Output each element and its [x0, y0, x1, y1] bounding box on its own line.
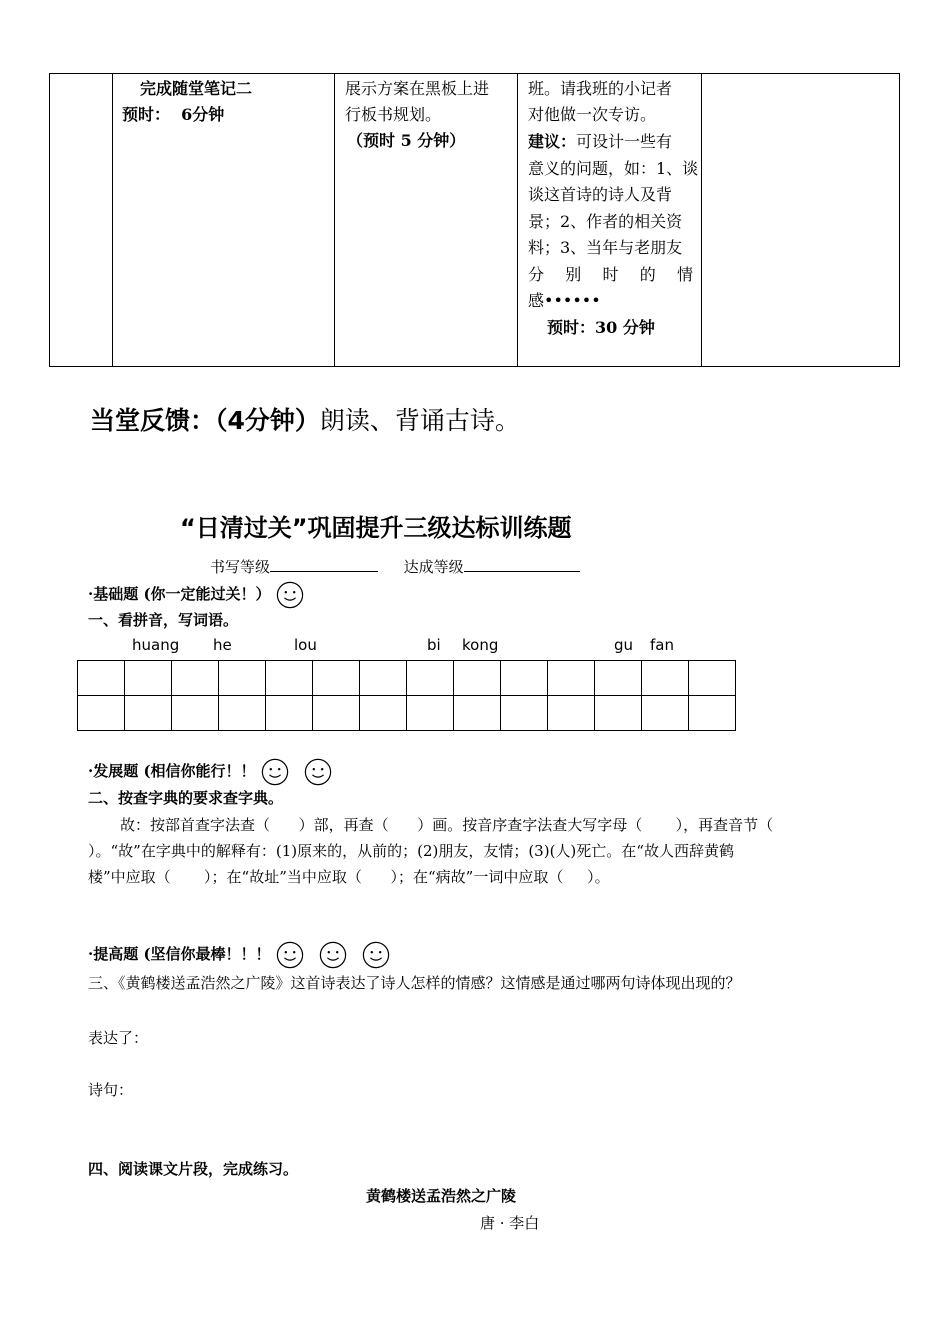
poem-lines-label: 诗句：: [88, 1081, 134, 1099]
grid-cell[interactable]: [360, 696, 407, 731]
table-cell-text: 感••••••: [528, 291, 601, 310]
grid-cell[interactable]: [501, 696, 548, 731]
advance-heading-text: ·提高题 (坚信你最棒！！！: [88, 945, 271, 963]
table-divider: [112, 74, 113, 366]
grid-cell[interactable]: [595, 661, 642, 696]
grid-cell[interactable]: [548, 661, 595, 696]
grid-cell[interactable]: [125, 696, 172, 731]
table-cell-text: 完成随堂笔记二: [140, 79, 253, 98]
grid-cell[interactable]: [219, 661, 266, 696]
exercise-title: “日清过关”巩固提升三级达标训练题: [180, 514, 572, 542]
grid-cell[interactable]: [219, 696, 266, 731]
grid-cell[interactable]: [642, 696, 689, 731]
poem-author: 唐 · 李白: [480, 1214, 540, 1232]
basic-heading-text: ·基础题 (你一定能过关！）: [88, 585, 271, 603]
grid-cell[interactable]: [454, 696, 501, 731]
question-3: 三、《黄鹤楼送孟浩然之广陵》这首诗表达了诗人怎样的情感？这情感是通过哪两句诗体现出现的？: [88, 974, 741, 992]
grid-cell[interactable]: [172, 696, 219, 731]
lesson-plan-table: [49, 73, 900, 367]
in-class-feedback: [90, 400, 520, 442]
table-cell-text: 谈这首诗的诗人及背: [528, 185, 673, 204]
table-cell-text: 意义的问题，如：1、谈: [528, 159, 699, 178]
develop-heading-text: ·发展题 (相信你能行！！: [88, 762, 256, 780]
grid-cell[interactable]: [501, 661, 548, 696]
pinyin-label: kong: [462, 636, 499, 654]
grid-cell[interactable]: [689, 696, 736, 731]
pinyin-label: huang: [132, 636, 180, 654]
achieve-grade-label: 达成等级: [403, 558, 464, 576]
question-1: 一、看拼音，写词语。: [88, 611, 239, 629]
table-divider: [334, 74, 335, 366]
grid-cell[interactable]: [172, 661, 219, 696]
table-cell-text: （预时 5 分钟）: [347, 131, 466, 150]
question-2: 二、按查字典的要求查字典。: [88, 789, 284, 807]
grid-cell[interactable]: [266, 661, 313, 696]
smiley-icon: [276, 581, 304, 609]
table-cell-text: 景；2、作者的相关资: [528, 212, 683, 231]
smiley-icon: [362, 941, 390, 969]
smiley-icon: [276, 941, 304, 969]
table-cell-text: 行板书规划。: [345, 105, 442, 124]
table-cell-text: 预时： 6分钟: [122, 105, 225, 124]
grid-cell[interactable]: [548, 696, 595, 731]
pinyin-label: he: [213, 636, 232, 654]
table-cell-text: 对他做一次专访。: [528, 105, 657, 124]
suggestion-label: 建议：: [528, 132, 577, 151]
grid-cell[interactable]: [642, 661, 689, 696]
grid-cell[interactable]: [266, 696, 313, 731]
table-divider: [517, 74, 518, 366]
suggestion-text: 可设计一些有: [576, 132, 673, 151]
table-cell-text: 预时：30 分钟: [547, 318, 655, 337]
pinyin-label: bi: [427, 636, 441, 654]
smiley-icon: [261, 758, 289, 786]
smiley-icon: [304, 758, 332, 786]
pinyin-label: gu: [614, 636, 634, 654]
table-cell-text: 分 别 时 的 情: [528, 265, 693, 284]
smiley-icon: [319, 941, 347, 969]
grid-cell[interactable]: [454, 661, 501, 696]
poem-title: 黄鹤楼送孟浩然之广陵: [366, 1187, 517, 1205]
grade-row: [210, 555, 580, 579]
feedback-label: 当堂反馈：（4分钟）: [90, 406, 320, 435]
table-cell-text: 班。请我班的小记者: [528, 79, 673, 98]
pinyin-label: fan: [650, 636, 674, 654]
grid-cell[interactable]: [407, 696, 454, 731]
express-label: 表达了：: [88, 1029, 149, 1047]
question-2-line: ）。“故”在字典中的解释有：(1)原来的，从前的；(2)朋友，友情；(3)(人)死亡。在“故人西辞黄鹤: [88, 842, 734, 860]
grid-cell[interactable]: [78, 696, 125, 731]
achieve-grade-blank[interactable]: [464, 555, 580, 572]
grid-cell[interactable]: [313, 661, 360, 696]
basic-section-heading: [88, 580, 304, 609]
question-4: 四、阅读课文片段，完成练习。: [88, 1160, 299, 1178]
writing-grade-label: 书写等级: [210, 558, 271, 576]
grid-cell[interactable]: [407, 661, 454, 696]
question-2-line: 故：按部首查字法查（ ）部，再查（ ）画。按音序查字法查大写字母（ ），再查音节（: [120, 816, 774, 834]
feedback-text: 朗读、背诵古诗。: [319, 406, 520, 435]
grid-cell[interactable]: [689, 661, 736, 696]
grid-row: [78, 661, 736, 696]
character-writing-grid: [77, 660, 736, 731]
grid-cell[interactable]: [595, 696, 642, 731]
question-2-line: 楼”中应取（ ）；在“故址”当中应取（ ）；在“病故”一词中应取（ ）。: [88, 868, 610, 886]
develop-section-heading: [88, 757, 332, 786]
table-divider: [701, 74, 702, 366]
grid-cell[interactable]: [313, 696, 360, 731]
table-cell-text: 料；3、当年与老朋友: [528, 238, 683, 257]
pinyin-label: lou: [294, 636, 317, 654]
grid-cell[interactable]: [360, 661, 407, 696]
table-cell-text: 展示方案在黑板上进: [345, 79, 490, 98]
grid-row: [78, 696, 736, 731]
advance-section-heading: [88, 940, 390, 969]
writing-grade-blank[interactable]: [270, 555, 378, 572]
grid-cell[interactable]: [78, 661, 125, 696]
grid-cell[interactable]: [125, 661, 172, 696]
table-cell-suggestion: [528, 129, 672, 156]
